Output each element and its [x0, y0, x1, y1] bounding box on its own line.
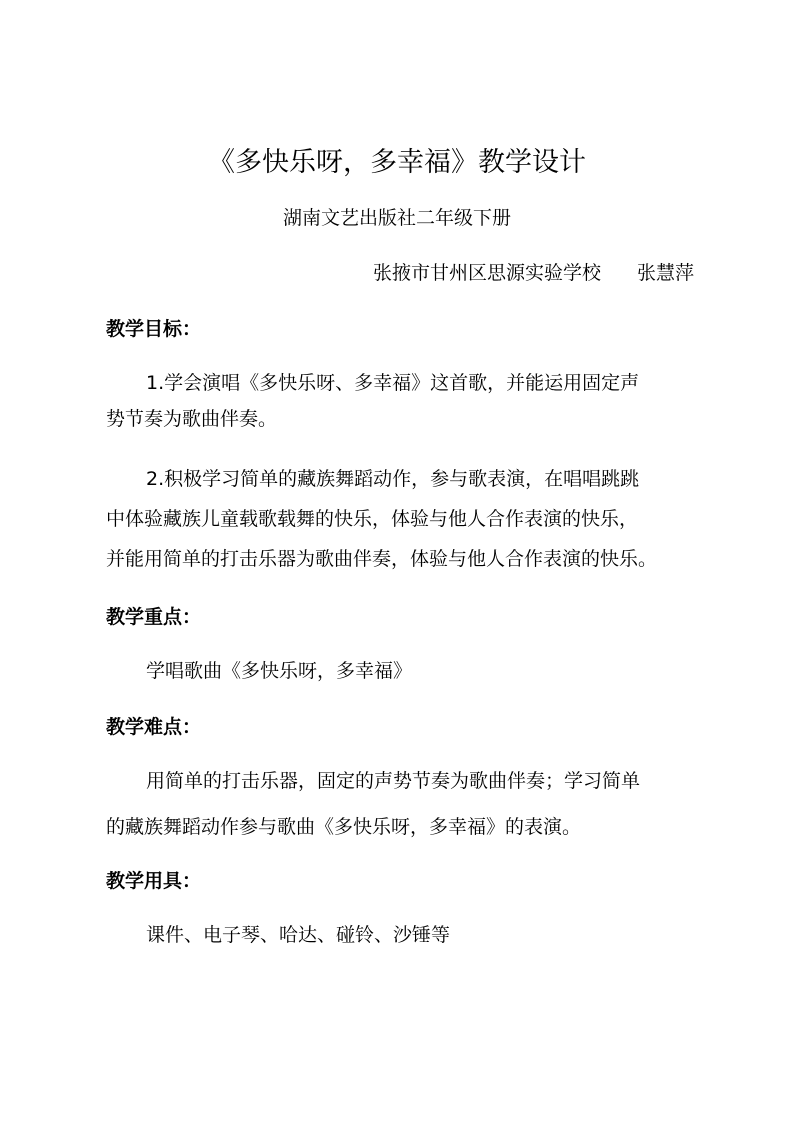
difficulties-heading: 教学难点：: [106, 716, 202, 738]
document-title: 《多快乐呀，多幸福》教学设计: [208, 147, 586, 178]
document-subtitle: 湖南文艺出版社二年级下册: [282, 207, 511, 229]
goal-item-2-line-2: 中体验藏族儿童载歌载舞的快乐，体验与他人合作表演的快乐，: [106, 508, 639, 530]
difficulties-line-2: 的藏族舞蹈动作参与歌曲《多快乐呀，多幸福》的表演。: [106, 816, 582, 838]
goals-heading: 教学目标：: [106, 318, 202, 340]
goal-item-1-line-1: 1.学会演唱《多快乐呀、多幸福》这首歌，并能运用固定声: [146, 372, 640, 394]
tools-text: 课件、电子琴、哈达、碰铃、沙锤等: [146, 924, 451, 946]
author-name: 张慧萍: [636, 262, 694, 284]
author-line: [373, 259, 694, 287]
goal-item-1-line-2: 势节奏为歌曲伴奏。: [106, 408, 278, 430]
tools-heading: 教学用具：: [106, 870, 202, 892]
key-points-heading: 教学重点：: [106, 606, 202, 628]
goal-item-2-line-3: 并能用简单的打击乐器为歌曲伴奏，体验与他人合作表演的快乐。: [106, 548, 658, 570]
key-points-text: 学唱歌曲《多快乐呀，多幸福》: [146, 660, 413, 682]
school-name: 张掖市甘州区思源实验学校: [372, 262, 601, 284]
goal-item-2-line-1: 2.积极学习简单的藏族舞蹈动作，参与歌表演，在唱唱跳跳: [146, 468, 640, 490]
difficulties-line-1: 用简单的打击乐器，固定的声势节奏为歌曲伴奏；学习简单: [146, 770, 641, 792]
